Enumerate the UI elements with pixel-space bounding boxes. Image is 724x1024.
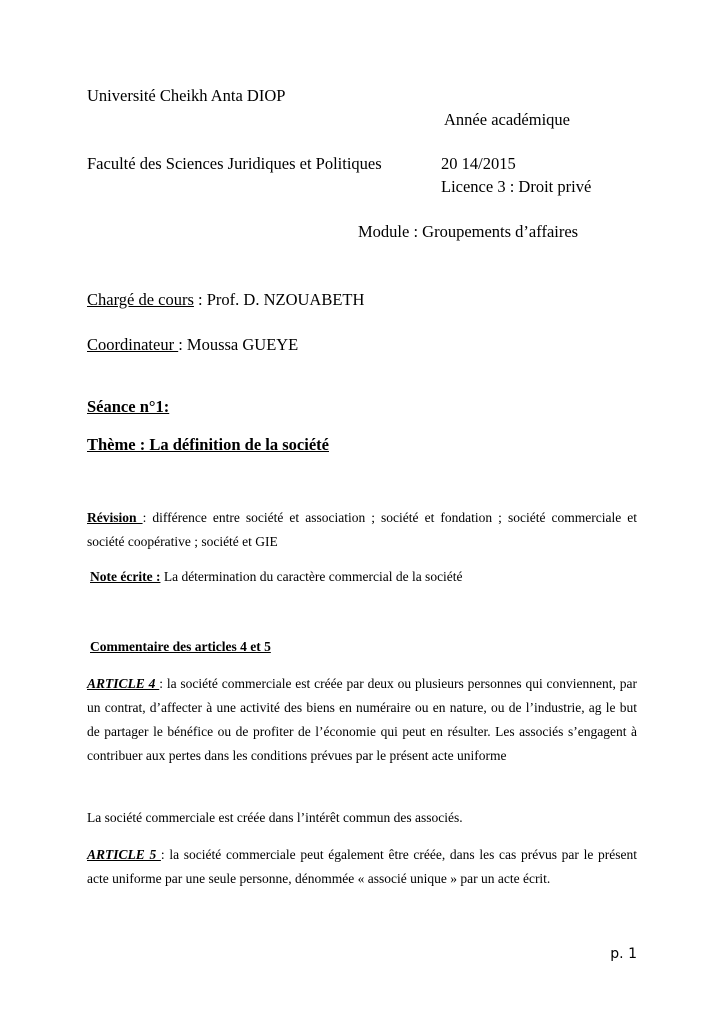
academic-year: 20 14/2015	[441, 154, 516, 173]
note-line	[90, 569, 463, 585]
coordinator-label: Coordinateur	[87, 335, 179, 354]
licence-label: Licence 3 : Droit privé	[441, 177, 592, 196]
article4-extra-paragraph: La société commerciale est créée dans l’intérêt commun des associés.	[87, 810, 463, 825]
note-text: La détermination du caractère commercial de la société	[160, 569, 463, 584]
revision-label: Révision	[87, 510, 143, 525]
academic-year-label: Année académique	[444, 110, 570, 129]
note-label: Note écrite :	[90, 569, 161, 584]
page-number: p. 1	[610, 946, 637, 962]
lecturer-value: : Prof. D. NZOUABETH	[193, 290, 365, 309]
coordinator-value: : Moussa GUEYE	[178, 335, 299, 354]
article5-paragraph	[87, 843, 637, 891]
commentary-heading: Commentaire des articles 4 et 5	[90, 639, 271, 654]
article4-label: ARTICLE 4	[87, 676, 160, 691]
article5-text: : la société commerciale peut également être créée, dans les cas prévus par le présent acte uniforme par une seule personne, dénommée « associé unique » par un acte écrit.	[87, 847, 637, 886]
lecturer-label: Chargé de cours	[87, 290, 194, 309]
article4-paragraph	[87, 672, 637, 768]
revision-paragraph	[87, 506, 637, 554]
session-theme: Thème : La définition de la société	[87, 435, 329, 454]
session-title: Séance n°1:	[87, 397, 170, 416]
coordinator-line	[87, 335, 298, 355]
article5-label: ARTICLE 5	[87, 847, 161, 862]
article4-text: : la société commerciale est créée par deux ou plusieurs personnes qui conviennent, par un contrat, d’affecter à une activité des biens en numéraire ou en nature, ou de l’industrie, ag le but de partager le bénéfice ou de profiter de l’économie qui peut en résulter. Les associés s’engagent à contribuer aux pertes dans les conditions prévues par le présent acte uniforme	[87, 676, 637, 763]
faculty-name: Faculté des Sciences Juridiques et Politiques	[87, 154, 382, 173]
module-title: Module : Groupements d’affaires	[358, 222, 579, 241]
revision-text: : différence entre société et association ; société et fondation ; société commerciale et société coopérative ; société et GIE	[87, 510, 637, 549]
university-name: Université Cheikh Anta DIOP	[87, 86, 286, 105]
lecturer-line	[87, 290, 364, 310]
